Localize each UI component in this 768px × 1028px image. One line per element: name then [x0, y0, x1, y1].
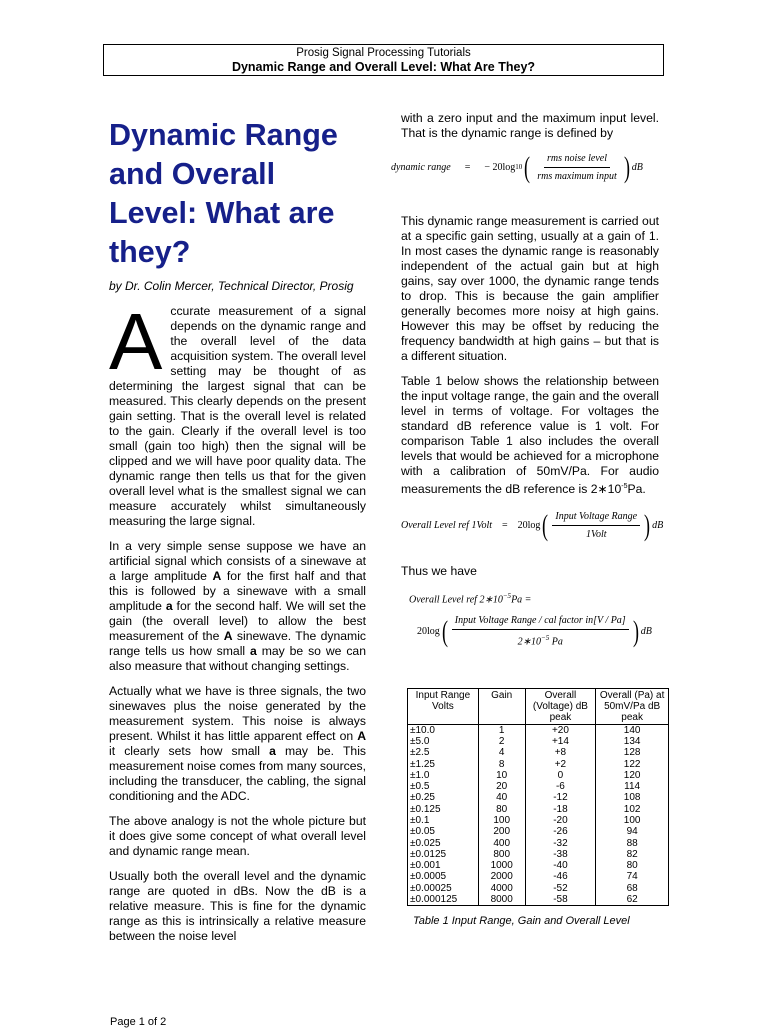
table-cell: 100: [478, 815, 525, 826]
eq1-equals: =: [464, 162, 471, 173]
table-cell: 108: [596, 792, 669, 803]
eq3-numerator: Input Voltage Range / cal factor in[V / Pa]: [452, 613, 629, 630]
table-cell: 100: [596, 815, 669, 826]
table-caption: Table 1 Input Range, Gain and Overall Level: [413, 915, 630, 928]
table-cell: ±10.0: [408, 724, 479, 736]
table-cell: 2000: [478, 871, 525, 882]
table-cell: -26: [525, 826, 596, 837]
eq2-equals: =: [502, 520, 508, 532]
table-cell: 8: [478, 759, 525, 770]
eq1-coef: − 20log: [484, 162, 516, 173]
table-cell: ±0.001: [408, 860, 479, 871]
eq3-unit: dB: [640, 626, 652, 638]
eq2-fraction: [552, 509, 640, 542]
table-cell: -18: [525, 804, 596, 815]
table-cell: ±0.05: [408, 826, 479, 837]
drop-cap: A: [109, 297, 163, 386]
table-row: [408, 792, 669, 803]
table-cell: 140: [596, 724, 669, 736]
paragraph-definition: with a zero input and the maximum input level. That is the dynamic range is defined by: [401, 111, 659, 140]
table-row: [408, 724, 669, 736]
table-cell: 62: [596, 894, 669, 906]
table-cell: ±0.0125: [408, 849, 479, 860]
table-cell: ±1.25: [408, 759, 479, 770]
eq2-coef: 20log: [517, 520, 541, 532]
eq3-fraction: [452, 613, 629, 649]
paragraph-sinewave: In a very simple sense suppose we have an artificial signal which consists of a sinewave at a large amplitude A for the first half and that this is followed by a sinewave with a small amplitude a for the second half. We will set the gain (the overall level) to allow the best measurement of the A sinewave. The dynamic range tells us how small a may be so we can also measure that without changing settings.: [109, 539, 367, 673]
table-cell: 1: [478, 724, 525, 736]
paragraph-thus: Thus we have: [401, 564, 477, 579]
table-row: [408, 736, 669, 747]
table-cell: +8: [525, 747, 596, 758]
article-title: [109, 116, 366, 272]
table-cell: -20: [525, 815, 596, 826]
eq1-numerator: rms noise level: [544, 151, 610, 168]
table-cell: -46: [525, 871, 596, 882]
table-cell: 4000: [478, 883, 525, 894]
table-cell: 88: [596, 838, 669, 849]
table-cell: 134: [596, 736, 669, 747]
paragraph-table-intro: Table 1 below shows the relationship between the input voltage range, the gain and the overall level in terms of voltage. For voltages the standard dB reference value is 1 volt. For comparison Table 1 also includes the overall levels that would be achieved for a microphone with a calibration of 50mV/Pa. For audio measurements the dB reference is $2∗10^{-5}Pa$.: [401, 374, 659, 497]
table-header: Overall (Pa) at 50mV/Pa dB peak: [596, 688, 669, 724]
eq3-coef: 20log: [417, 626, 440, 638]
eq1-sub: 10: [515, 163, 523, 171]
eq1-denominator: rms maximum input: [537, 171, 617, 182]
table-cell: ±0.0005: [408, 871, 479, 882]
title-line: they?: [109, 235, 191, 269]
table-row: [408, 804, 669, 815]
table-row: [408, 883, 669, 894]
table-cell: ±0.1: [408, 815, 479, 826]
eq1-lhs: dynamic range: [391, 162, 451, 173]
paragraph-db: Usually both the overall level and the dynamic range are quoted in dBs. Now the dB is a relative measure. This is fine for the dynamic range as this is intrinsically a relative measure between the noise level: [109, 869, 366, 943]
range-table: [407, 688, 669, 907]
byline: by Dr. Colin Mercer, Technical Director, Prosig: [109, 279, 354, 293]
table-cell: ±5.0: [408, 736, 479, 747]
table-body: [408, 724, 669, 906]
paragraph-gain: This dynamic range measurement is carried out at a specific gain setting, usually at a gain of 1. In most cases the dynamic range is reasonably independent of the actual gain but at high gains, say over 1000, the dynamic range tends to drop. This is because the gain amplifier generally becomes more noisy at high gains. However this may be offset by reducing the frequency bandwidth at high gains – but that is a different situation.: [401, 214, 659, 363]
table-cell: 8000: [478, 894, 525, 906]
page-header: [103, 44, 664, 76]
table-cell: ±0.00025: [408, 883, 479, 894]
header-title: Dynamic Range and Overall Level: What Are They?: [231, 60, 536, 74]
paragraph-noise: Actually what we have is three signals, the two sinewaves plus the noise generated by the measurement system. This noise is always present. Whilst it has little apparent effect on A it clearly sets how small a may be. This measurement noise comes from many sources, including the transducer, the cabling, the signal conditioning and the ADC.: [109, 684, 366, 803]
table-cell: 0: [525, 770, 596, 781]
table-row: [408, 759, 669, 770]
intro-text: ccurate measurement of a signal depends on the dynamic range and the overall level of the data acquisition system. The overall level setting may be thought of as determining the largest signal that can be measured. This clearly depends on the present gain setting. That is the overall level is related to the gain. Clearly if the overall level is too small (gain too high) then the signal will be clipped and we will have poor quality data. The dynamic range then tells us that for the given overall level what is the smallest signal we can measure accurately whilst simultaneously measuring the large signal.: [109, 304, 366, 528]
table-cell: 4: [478, 747, 525, 758]
table-cell: 120: [596, 770, 669, 781]
table-row: [408, 770, 669, 781]
eq2-numerator: Input Voltage Range: [552, 509, 640, 526]
eq2-lhs: Overall Level ref 1Volt: [401, 520, 492, 532]
table-row: [408, 849, 669, 860]
table-row: [408, 838, 669, 849]
table-cell: ±1.0: [408, 770, 479, 781]
table-cell: 20: [478, 781, 525, 792]
table-cell: 80: [596, 860, 669, 871]
table-cell: -40: [525, 860, 596, 871]
eq1-fraction: [534, 151, 619, 184]
eq3-line2: 20log ( $\frac{\text{Input Voltage Range / cal factor in[V / Pa]}}{2∗10^{-5} Pa}$ ) dB: [417, 614, 652, 648]
table-header: Gain: [478, 688, 525, 724]
table-cell: 800: [478, 849, 525, 860]
table-cell: +2: [525, 759, 596, 770]
table-cell: 1000: [478, 860, 525, 871]
table-cell: 94: [596, 826, 669, 837]
eq1-unit: dB: [631, 162, 643, 173]
table-cell: 400: [478, 838, 525, 849]
table-cell: ±0.5: [408, 781, 479, 792]
table-cell: +20: [525, 724, 596, 736]
table-cell: 82: [596, 849, 669, 860]
table-row: [408, 826, 669, 837]
table-header: Overall (Voltage) dB peak: [525, 688, 596, 724]
table-cell: -58: [525, 894, 596, 906]
table-row: [408, 894, 669, 906]
page-number: Page 1 of 2: [110, 1016, 167, 1028]
intro-paragraph: [109, 297, 366, 529]
eq2-unit: dB: [652, 520, 664, 532]
table-cell: 2: [478, 736, 525, 747]
table-cell: 80: [478, 804, 525, 815]
table-cell: -38: [525, 849, 596, 860]
table-cell: 10: [478, 770, 525, 781]
right-column: [391, 111, 665, 929]
eq3-denominator: $2∗10^{-5}$ Pa: [517, 634, 563, 648]
table-cell: +14: [525, 736, 596, 747]
db-reference: $2∗10^{-5}Pa$.: [590, 482, 646, 497]
eq2-denominator: 1Volt: [585, 529, 607, 541]
table-row: [408, 815, 669, 826]
table-row: [408, 747, 669, 758]
table-cell: ±0.25: [408, 792, 479, 803]
table-cell: ±2.5: [408, 747, 479, 758]
table-cell: -12: [525, 792, 596, 803]
table-row: [408, 781, 669, 792]
equation-dynamic-range: dynamic range = − 20log 10 ( $\frac{\text{rms noise level}}{\text{rms maximum input}}$ ) dB: [391, 150, 643, 184]
table-cell: 68: [596, 883, 669, 894]
table-cell: 200: [478, 826, 525, 837]
table-cell: -32: [525, 838, 596, 849]
table-cell: -6: [525, 781, 596, 792]
title-line: Dynamic Range: [109, 118, 338, 152]
title-line: and Overall: [109, 157, 276, 191]
eq3-line1: Overall Level ref $2∗10^{-5}Pa$ =: [409, 592, 532, 606]
table-header: Input Range Volts: [408, 688, 479, 724]
left-column: [109, 116, 366, 954]
equation-overall-level-volt: Overall Level ref 1Volt = 20log ( $\frac{\text{Input Voltage Range}}{\text{1Volt}}$ ) dB: [401, 508, 664, 542]
equation-overall-level-pa: [401, 589, 659, 650]
table-cell: ±0.000125: [408, 894, 479, 906]
table-cell: 122: [596, 759, 669, 770]
table-cell: 74: [596, 871, 669, 882]
title-line: Level: What are: [109, 196, 335, 230]
table-row: [408, 871, 669, 882]
table-cell: 102: [596, 804, 669, 815]
table-cell: 40: [478, 792, 525, 803]
table-header-row: [408, 688, 669, 724]
table-cell: 128: [596, 747, 669, 758]
table-cell: ±0.125: [408, 804, 479, 815]
paragraph-analogy: The above analogy is not the whole picture but it does give some concept of what overall level and dynamic range mean.: [109, 814, 366, 858]
table-cell: -52: [525, 883, 596, 894]
table-cell: ±0.025: [408, 838, 479, 849]
series-name: Prosig Signal Processing Tutorials: [296, 47, 471, 59]
table-cell: 114: [596, 781, 669, 792]
table-row: [408, 860, 669, 871]
